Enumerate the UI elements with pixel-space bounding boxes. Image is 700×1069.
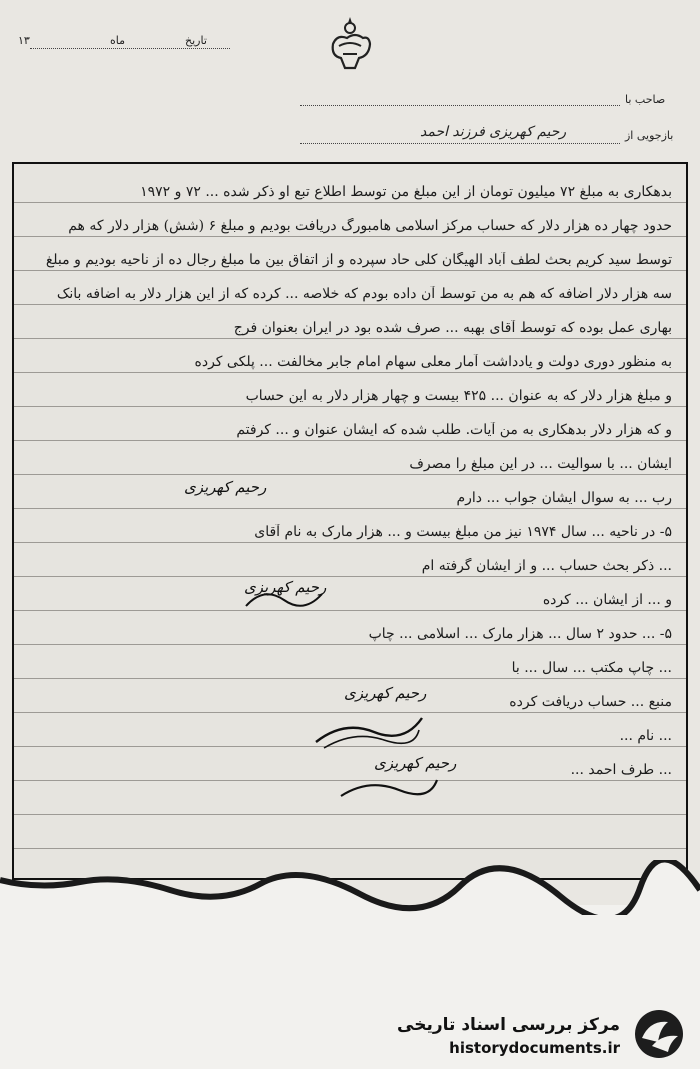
ruled-line xyxy=(14,610,686,611)
history-documents-logo-icon xyxy=(628,1008,690,1060)
ruled-line xyxy=(14,474,686,475)
handwritten-line: و مبلغ هزار دلار که به عنوان ... ۴۲۵ بیست و چهار هزار دلار به این حساب xyxy=(245,388,672,404)
handwritten-line: رب ... به سوال ایشان جواب ... دارم xyxy=(456,490,672,506)
ruled-line xyxy=(14,542,686,543)
handwritten-line: ... چاپ مکتب ... سال ... با xyxy=(511,660,672,676)
handwritten-line: ... ذکر بحث حساب ... و از ایشان گرفته ام xyxy=(421,558,672,574)
signature: رحیم کهریزی xyxy=(374,754,457,772)
handwritten-line: منبع ... حساب دریافت کرده xyxy=(509,694,672,710)
to-label: صاحب با xyxy=(625,93,666,106)
signature: رحیم کهریزی xyxy=(344,684,427,702)
signature-flourish-icon xyxy=(314,712,424,752)
site-url[interactable]: historydocuments.ir xyxy=(449,1039,620,1057)
signature-flourish-icon xyxy=(339,772,439,802)
date-dotted-line xyxy=(30,48,230,49)
date-month-label: ماه xyxy=(110,34,126,47)
ruled-line xyxy=(14,440,686,441)
handwritten-line: و که هزار دلار بدهکاری به من آیات. طلب شده که ایشان عنوان و ... کرفتم xyxy=(236,422,672,438)
handwritten-line: حدود چهار ده هزار دلار که حساب مرکز اسلامی هامبورگ دریافت بودیم و مبلغ ۶ (شش) هزار دلار که هم xyxy=(68,218,672,234)
ruled-text-box xyxy=(12,162,688,880)
ruled-line xyxy=(14,338,686,339)
handwritten-line: ... طرف احمد ... xyxy=(570,762,672,778)
subject-label: بازجویی از xyxy=(625,129,674,142)
subject-value: رحیم کهریزی فرزند احمد xyxy=(420,124,567,140)
ruled-line xyxy=(14,270,686,271)
handwritten-line: ... نام ... xyxy=(619,728,672,744)
handwritten-line: سه هزار دلار اضافه که هم به من توسط آن داده بودم که خلاصه ... کرده که از این هزار دلار به اضافه بانک xyxy=(56,286,672,302)
signature-flourish-icon xyxy=(244,584,324,614)
handwritten-line: و ... از ایشان ... کرده xyxy=(542,592,672,608)
burned-edge-icon xyxy=(0,860,700,915)
ruled-line xyxy=(14,848,686,849)
handwritten-line: توسط سید کریم بحث لطف آباد الهیگان کلی حاد سپرده و از اتفاق بین ما مبلغ رجال ده از ناحیه بودیم و مبلغ xyxy=(45,252,672,268)
date-label: تاریخ xyxy=(185,34,207,47)
ruled-line xyxy=(14,406,686,407)
handwritten-line: ۵- ... حدود ۲ سال ... هزار مارک ... اسلامی ... چاپ xyxy=(368,626,672,642)
ruled-line xyxy=(14,678,686,679)
to-dotted-line xyxy=(300,105,620,106)
subject-dotted-line xyxy=(300,143,620,144)
ruled-line xyxy=(14,202,686,203)
ruled-line xyxy=(14,576,686,577)
handwritten-line: به منظور دوری دولت و یادداشت آمار معلی سهام امام جابر مخالفت ... پلکی کرده xyxy=(194,354,672,370)
ruled-line xyxy=(14,814,686,815)
ruled-line xyxy=(14,644,686,645)
handwritten-line: ایشان ... با سوالیت ... در این مبلغ را مصرف xyxy=(409,456,672,472)
ruled-line xyxy=(14,372,686,373)
ruled-line xyxy=(14,236,686,237)
lion-and-sun-emblem-icon xyxy=(325,14,375,72)
letterhead xyxy=(0,0,700,150)
handwritten-line: ۵- در ناحیه ... سال ۱۹۷۴ نیز من مبلغ بیست و ... هزار مارک به نام آقای xyxy=(254,524,672,540)
site-title: مرکز بررسی اسناد تاریخی xyxy=(397,1015,620,1035)
ruled-line xyxy=(14,304,686,305)
handwritten-line: بدهکاری به مبلغ ۷۲ میلیون تومان از این مبلغ من توسط اطلاع تبع او ذکر شده ... ۷۲ و ۱۹۷۲ xyxy=(140,184,672,200)
signature: رحیم کهریزی xyxy=(244,578,327,596)
ruled-line xyxy=(14,508,686,509)
handwritten-line: بهاری عمل بوده که توسط آقای بهبه ... صرف شده بود در ایران بعنوان فرج xyxy=(233,320,672,336)
date-year-suffix: ۱۳ xyxy=(18,34,30,47)
signature: رحیم کهریزی xyxy=(184,478,267,496)
